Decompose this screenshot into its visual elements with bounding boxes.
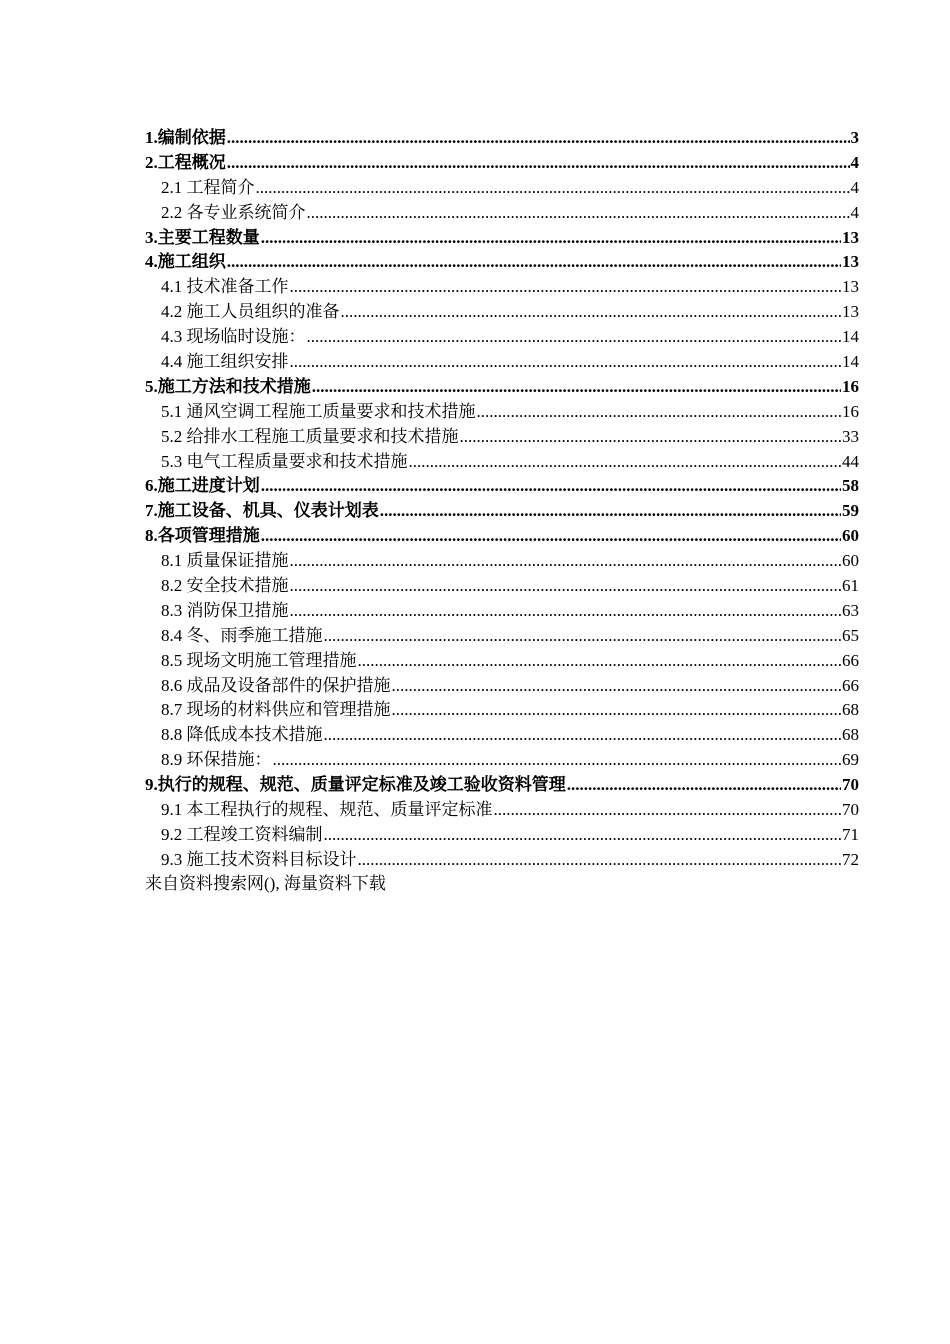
toc-entry-page-number: 70 — [842, 775, 859, 795]
toc-dot-leader — [307, 325, 842, 350]
toc-entry-page-number: 59 — [842, 501, 859, 521]
toc-section-entry[interactable] — [145, 375, 859, 400]
toc-dot-leader — [290, 275, 842, 300]
toc-entry-title: 4.施工组织 — [145, 252, 226, 272]
toc-dot-leader — [358, 848, 842, 873]
toc-section-entry[interactable] — [145, 151, 859, 176]
toc-subsection-entry[interactable] — [145, 425, 859, 450]
toc-entry-title: 9.执行的规程、规范、质量评定标准及竣工验收资料管理 — [145, 775, 566, 795]
toc-entry-page-number: 44 — [842, 451, 859, 471]
toc-entry-page-number: 63 — [842, 600, 859, 620]
toc-section-entry[interactable] — [145, 773, 859, 798]
toc-entry-title: 4.1 技术准备工作 — [161, 277, 289, 297]
toc-dot-leader — [227, 151, 850, 176]
toc-entry-page-number: 13 — [842, 252, 859, 272]
toc-entry-title: 1.编制依据 — [145, 128, 226, 147]
toc-entry-page-number: 3 — [850, 128, 859, 147]
toc-entry-page-number: 65 — [842, 625, 859, 645]
toc-subsection-entry[interactable] — [145, 649, 859, 674]
toc-entry-title: 8.6 成品及设备部件的保护措施 — [161, 675, 391, 695]
toc-entry-page-number: 33 — [842, 426, 859, 446]
toc-subsection-entry[interactable] — [145, 823, 859, 848]
toc-entry-title: 2.1 工程简介 — [161, 177, 255, 197]
toc-dot-leader — [290, 599, 842, 624]
toc-dot-leader — [256, 176, 850, 201]
toc-entry-title: 3.主要工程数量 — [145, 227, 260, 247]
toc-dot-leader — [273, 748, 842, 773]
toc-subsection-entry[interactable] — [145, 300, 859, 325]
toc-entry-title: 4.3 现场临时设施： — [161, 327, 306, 347]
toc-entry-title: 8.2 安全技术措施 — [161, 576, 289, 596]
toc-entry-title: 8.8 降低成本技术措施 — [161, 725, 323, 745]
toc-dot-leader — [358, 649, 842, 674]
toc-entry-page-number: 69 — [842, 750, 859, 770]
toc-entry-title: 4.4 施工组织安排 — [161, 352, 289, 372]
toc-entry-page-number: 68 — [842, 700, 859, 720]
footer-note: 来自资料搜索网(), 海量资料下载 — [145, 874, 386, 893]
toc-dot-leader — [307, 201, 850, 226]
toc-entry-title: 7.施工设备、机具、仪表计划表 — [145, 501, 379, 521]
toc-entry-title: 5.3 电气工程质量要求和技术措施 — [161, 451, 408, 471]
toc-subsection-entry[interactable] — [145, 624, 859, 649]
toc-dot-leader — [460, 425, 842, 450]
toc-entry-title: 8.9 环保措施： — [161, 750, 272, 770]
toc-dot-leader — [227, 126, 850, 151]
toc-subsection-entry[interactable] — [145, 400, 859, 425]
toc-dot-leader — [409, 450, 842, 475]
toc-entry-title: 8.1 质量保证措施 — [161, 551, 289, 571]
toc-subsection-entry[interactable] — [145, 201, 859, 226]
toc-entry-title: 8.4 冬、雨季施工措施 — [161, 625, 323, 645]
toc-section-entry[interactable] — [145, 474, 859, 499]
toc-entry-page-number: 58 — [842, 476, 859, 496]
toc-entry-page-number: 72 — [842, 849, 859, 869]
table-of-contents — [145, 126, 859, 873]
toc-dot-leader — [567, 773, 841, 798]
toc-dot-leader — [324, 823, 842, 848]
toc-dot-leader — [324, 723, 842, 748]
toc-section-entry[interactable] — [145, 250, 859, 275]
toc-entry-page-number: 14 — [842, 352, 859, 372]
toc-subsection-entry[interactable] — [145, 723, 859, 748]
toc-subsection-entry[interactable] — [145, 748, 859, 773]
toc-entry-title: 9.1 本工程执行的规程、规范、质量评定标准 — [161, 800, 493, 820]
toc-dot-leader — [392, 698, 842, 723]
toc-entry-title: 4.2 施工人员组织的准备 — [161, 302, 340, 322]
toc-dot-leader — [290, 549, 842, 574]
toc-entry-page-number: 16 — [842, 376, 859, 396]
toc-entry-title: 8.7 现场的材料供应和管理措施 — [161, 700, 391, 720]
toc-subsection-entry[interactable] — [145, 350, 859, 375]
toc-entry-page-number: 71 — [842, 824, 859, 844]
toc-entry-page-number: 4 — [850, 202, 859, 222]
toc-entry-title: 8.3 消防保卫措施 — [161, 600, 289, 620]
toc-entry-page-number: 13 — [842, 227, 859, 247]
toc-dot-leader — [290, 350, 842, 375]
toc-subsection-entry[interactable] — [145, 325, 859, 350]
toc-dot-leader — [380, 499, 841, 524]
toc-entry-title: 5.2 给排水工程施工质量要求和技术措施 — [161, 426, 459, 446]
toc-section-entry[interactable] — [145, 499, 859, 524]
toc-entry-page-number: 70 — [842, 800, 859, 820]
toc-entry-page-number: 60 — [842, 526, 859, 546]
toc-section-entry[interactable] — [145, 226, 859, 251]
toc-entry-title: 8.5 现场文明施工管理措施 — [161, 650, 357, 670]
toc-subsection-entry[interactable] — [145, 798, 859, 823]
toc-subsection-entry[interactable] — [145, 574, 859, 599]
toc-dot-leader — [261, 226, 841, 251]
toc-subsection-entry[interactable] — [145, 176, 859, 201]
toc-entry-page-number: 4 — [850, 177, 859, 197]
toc-entry-page-number: 68 — [842, 725, 859, 745]
toc-subsection-entry[interactable] — [145, 698, 859, 723]
toc-entry-page-number: 16 — [842, 401, 859, 421]
toc-subsection-entry[interactable] — [145, 599, 859, 624]
toc-subsection-entry[interactable] — [145, 674, 859, 699]
toc-entry-title: 9.2 工程竣工资料编制 — [161, 824, 323, 844]
toc-entry-title: 6.施工进度计划 — [145, 476, 260, 496]
toc-entry-title: 8.各项管理措施 — [145, 526, 260, 546]
toc-subsection-entry[interactable] — [145, 848, 859, 873]
toc-dot-leader — [261, 474, 841, 499]
toc-entry-page-number: 14 — [842, 327, 859, 347]
toc-dot-leader — [392, 674, 842, 699]
toc-entry-title: 2.工程概况 — [145, 152, 226, 172]
toc-entry-page-number: 13 — [842, 277, 859, 297]
toc-dot-leader — [341, 300, 842, 325]
toc-dot-leader — [494, 798, 842, 823]
toc-dot-leader — [290, 574, 842, 599]
toc-entry-title: 2.2 各专业系统简介 — [161, 202, 306, 222]
toc-entry-page-number: 66 — [842, 650, 859, 670]
toc-subsection-entry[interactable] — [145, 275, 859, 300]
toc-entry-page-number: 60 — [842, 551, 859, 571]
toc-dot-leader — [261, 524, 841, 549]
toc-dot-leader — [227, 250, 841, 275]
toc-subsection-entry[interactable] — [145, 549, 859, 574]
toc-entry-page-number: 4 — [850, 152, 859, 172]
toc-entry-title: 5.施工方法和技术措施 — [145, 376, 311, 396]
toc-dot-leader — [477, 400, 842, 425]
toc-entry-title: 5.1 通风空调工程施工质量要求和技术措施 — [161, 401, 476, 421]
toc-section-entry[interactable] — [145, 126, 859, 151]
toc-subsection-entry[interactable] — [145, 450, 859, 475]
toc-entry-page-number: 61 — [842, 576, 859, 596]
toc-entry-title: 9.3 施工技术资料目标设计 — [161, 849, 357, 869]
toc-section-entry[interactable] — [145, 524, 859, 549]
toc-dot-leader — [312, 375, 841, 400]
toc-entry-page-number: 13 — [842, 302, 859, 322]
toc-entry-page-number: 66 — [842, 675, 859, 695]
toc-dot-leader — [324, 624, 842, 649]
